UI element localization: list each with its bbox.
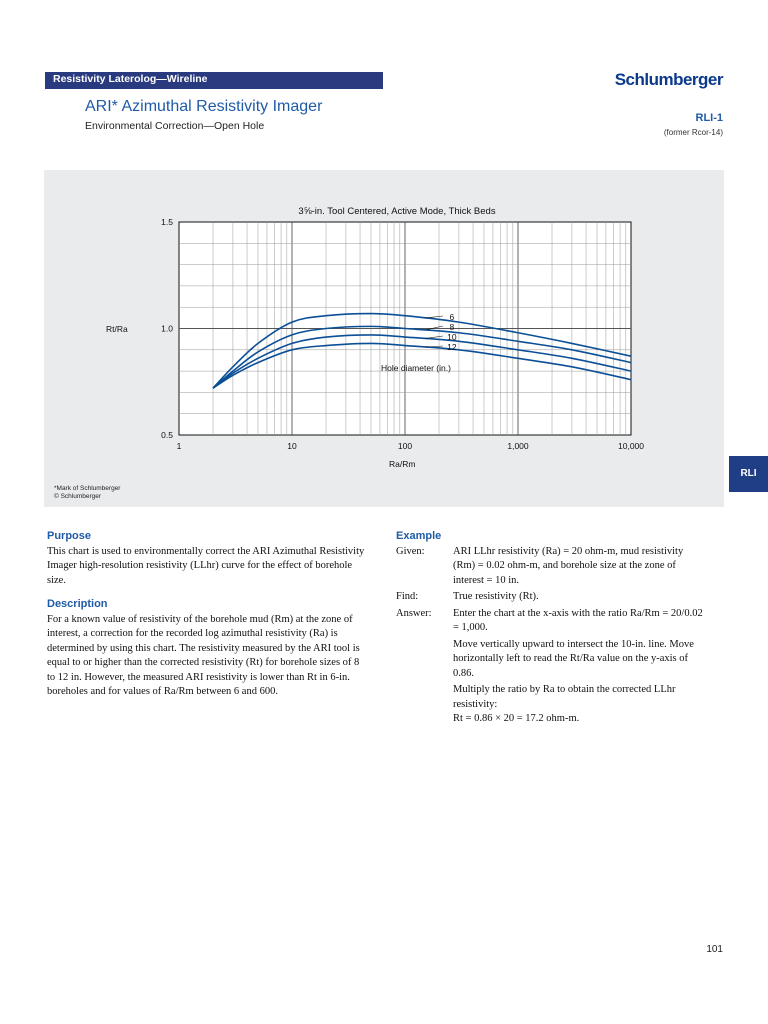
answer-row [396,607,706,727]
x-axis-label: Ra/Rm [389,459,416,469]
y-tick-label: 1.5 [161,217,173,227]
section-tab: RLI [729,456,768,492]
given-row [396,545,706,589]
footnote-mark: *Mark of Schlumberger [54,485,121,492]
answer-step-3: Multiply the ratio by Ra to obtain the corrected LLhr resistivity: [453,684,676,710]
y-tick-label: 0.5 [161,430,173,440]
x-tick-label: 10,000 [618,441,644,451]
right-column [396,529,706,729]
example-heading: Example [396,530,442,542]
given-label: Given: [396,545,425,557]
y-axis-label: Rt/Ra [106,324,128,334]
chart-code: RLI-1 [695,112,723,124]
x-tick-label: 100 [397,441,413,451]
answer-step-2: Move vertically upward to intersect the 10-in. line. Move horizontally left to read the Rt/Ra value on the y-axis of 0.86. [453,638,694,679]
x-tick-label: 10 [287,441,297,451]
former-chart-code: (former Rcor-14) [663,128,723,137]
curve-label: 6 [449,312,455,322]
chart-title: 3⅝-in. Tool Centered, Active Mode, Thick Beds [298,206,496,217]
brand-logo: Schlumberger [614,70,723,89]
find-label: Find: [396,591,419,602]
section-header-bar [45,72,383,89]
curve-label: 8 [449,322,455,332]
section-title: Resistivity Laterolog—Wireline [53,73,208,85]
find-row [396,590,706,605]
x-tick-label: 1 [176,441,182,451]
curve-label: 12 [447,342,457,352]
curve-label: 10 [447,332,457,342]
page-title: ARI* Azimuthal Resistivity Imager [85,98,323,115]
purpose-heading: Purpose [47,530,92,542]
resistivity-correction-chart [44,170,724,507]
page-subtitle: Environmental Correction—Open Hole [85,120,265,132]
description-text: For a known value of resistivity of the borehole mud (Rm) at the zone of interest, a correction for the recorded log azimuthal resistivity (Ra) is determined by using this chart. The resistivity measured by the ARI tool is equal to or higher than the corrected resistivity (Rt) for borehole sizes of 8 to 12 in. However, the measured ARI resistivity is lower than Rt in 6-in. boreholes and for values of Ra/Rm between 6 and 600. [47,613,360,697]
find-text: True resistivity (Rt). [453,591,539,602]
footnote-copyright: © Schlumberger [54,493,102,500]
chart-panel [44,170,724,507]
y-tick-label: 1.0 [161,323,173,334]
description-heading: Description [47,598,108,610]
left-column [47,529,369,700]
given-text: ARI LLhr resistivity (Ra) = 20 ohm-m, mud resistivity (Rm) = 0.02 ohm-m, and borehole size at the zone of interest = 10 in. [453,545,684,586]
legend-title: Hole diameter (in.) [381,363,451,373]
purpose-text: This chart is used to environmentally correct the ARI Azimuthal Resistivity Imager high-resolution resistivity (LLhr) curve for the effect of borehole size. [47,545,365,586]
x-tick-label: 1,000 [507,441,529,451]
page-number: 101 [706,944,723,955]
answer-label: Answer: [396,607,432,619]
answer-step-1: Enter the chart at the x-axis with the ratio Ra/Rm = 20/0.02 = 1,000. [453,607,703,633]
answer-step-4: Rt = 0.86 × 20 = 17.2 ohm-m. [453,713,580,724]
